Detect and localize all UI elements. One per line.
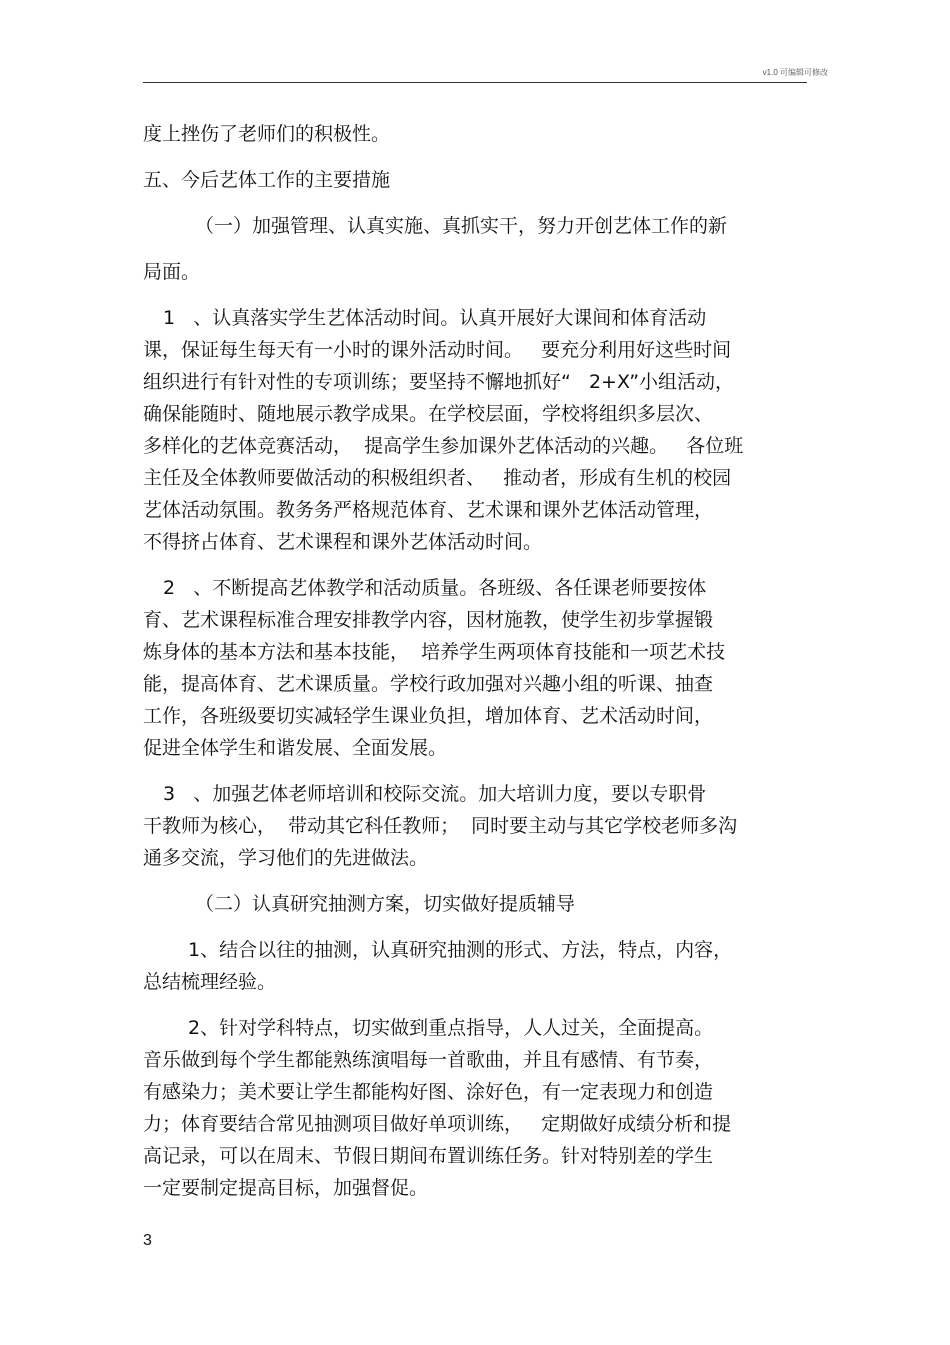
text-line: 促进全体学生和谐发展、全面发展。 (143, 737, 448, 759)
text-line: 主任及全体教师要做活动的积极组织者、 推动者，形成有生机的校园 (143, 467, 732, 489)
text-line: 育、艺术课程标准合理安排教学内容，因材施教，使学生初步掌握锻 (143, 609, 714, 631)
text-line: 音乐做到每个学生都能熟练演唱每一首歌曲，并且有感情、有节奏， (143, 1049, 714, 1071)
text-line: 能，提高体育、艺术课质量。学校行政加强对兴趣小组的听课、抽查 (143, 673, 714, 695)
text-line: 工作，各班级要切实减轻学生课业负担，增加体育、艺术活动时间， (143, 705, 714, 727)
text-line: （二）认真研究抽测方案，切实做好提质辅导 (195, 893, 576, 915)
text-line: 一定要制定提高目标，加强督促。 (143, 1177, 429, 1199)
text-line: 高记录，可以在周末、节假日期间布置训练任务。针对特别差的学生 (143, 1145, 714, 1167)
paragraph (143, 302, 807, 558)
text-line: 艺体活动氛围。教务务严格规范体育、艺术课和课外艺体活动管理， (143, 499, 714, 521)
text-line: 2、针对学科特点，切实做到重点指导，人人过关，全面提高。 (188, 1017, 714, 1039)
text-line: 有感染力；美术要让学生都能构好图、涂好色，有一定表现力和创造 (143, 1081, 714, 1103)
paragraph (143, 118, 807, 150)
text-line: 1、结合以往的抽测，认真研究抽测的形式、方法，特点，内容， (188, 939, 733, 961)
text-line: 度上挫伤了老师们的积极性。 (143, 123, 391, 145)
text-line: 总结梳理经验。 (143, 971, 277, 993)
paragraph (143, 778, 807, 874)
text-line: 1 、认真落实学生艺体活动时间。认真开展好大课间和体育活动 (163, 307, 707, 329)
text-line: 2 、不断提高艺体教学和活动质量。各班级、各任课老师要按体 (163, 577, 707, 599)
paragraph (143, 888, 807, 920)
text-line: 力；体育要结合常见抽测项目做好单项训练， 定期做好成绩分析和提 (143, 1113, 732, 1135)
paragraph (143, 256, 807, 288)
text-line: 确保能随时、随地展示教学成果。在学校层面，学校将组织多层次、 (143, 403, 714, 425)
paragraph (143, 210, 807, 242)
paragraph (143, 1012, 807, 1204)
text-line: 局面。 (143, 261, 201, 283)
text-line: 通多交流，学习他们的先进做法。 (143, 847, 429, 869)
text-line: 干教师为核心， 带动其它科任教师； 同时要主动与其它学校老师多沟 (143, 815, 738, 837)
paragraph (143, 934, 807, 998)
paragraph (143, 164, 807, 196)
text-line: 不得挤占体育、艺术课程和课外艺体活动时间。 (143, 531, 543, 553)
text-line: 组织进行有针对性的专项训练；要坚持不懈地抓好“ 2+X”小组活动， (143, 371, 735, 393)
text-line: 五、今后艺体工作的主要措施 (143, 169, 391, 191)
header-divider (143, 82, 807, 83)
page-number: 3 (143, 1232, 152, 1249)
text-line: （一）加强管理、认真实施、真抓实干，努力开创艺体工作的新 (195, 215, 728, 237)
paragraph (143, 572, 807, 764)
document-body (143, 118, 807, 1218)
text-line: 炼身体的基本方法和基本技能， 培养学生两项体育技能和一项艺术技 (143, 641, 726, 663)
header-version-label: v1.0 可编辑可修改 (762, 68, 828, 77)
text-line: 3 、加强艺体老师培训和校际交流。加大培训力度，要以专职骨 (163, 783, 707, 805)
text-line: 课，保证每生每天有一小时的课外活动时间。 要充分利用好这些时间 (143, 339, 732, 361)
text-line: 多样化的艺体竞赛活动， 提高学生参加课外艺体活动的兴趣。 各位班 (143, 435, 744, 457)
